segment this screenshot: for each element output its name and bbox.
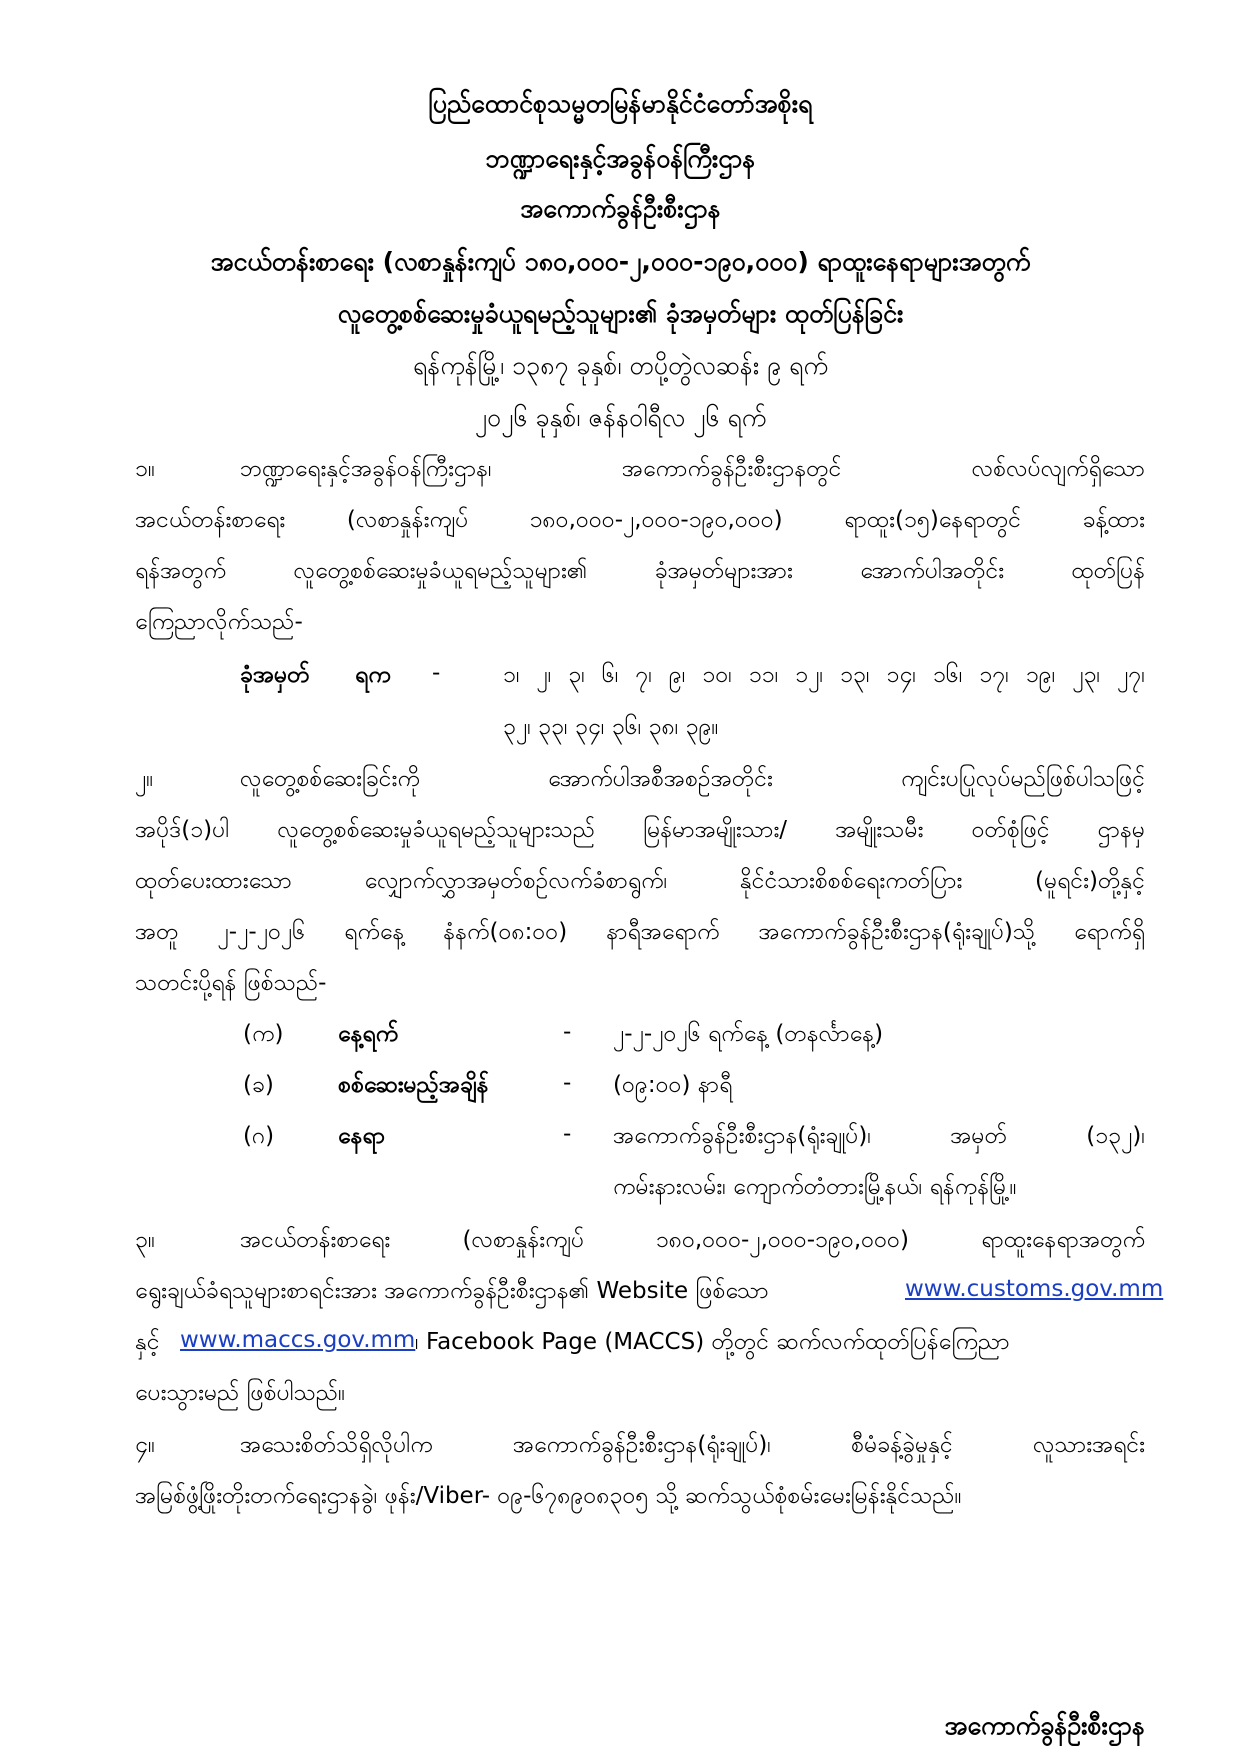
para3-number: ၃။ <box>135 1227 155 1253</box>
announcement-subject-2: လူတွေ့စစ်ဆေးမှုခံယူရမည့်သူများ၏ ခုံအမှတ်များ ထုတ်ပြန်ခြင်း <box>337 299 904 328</box>
seat-label: ခုံအမှတ် <box>240 662 310 688</box>
para4-line1: အသေးစိတ်သိရှိလိုပါက အကောက်ခွန်ဦးစီးဌာန(ရုံးချုပ်)၊ စီမံခန့်ခွဲမှုနှင့် လူသားအရင်း <box>240 1432 1145 1458</box>
para2-line4: အတူ ၂-၂-၂၀၂၆ ရက်နေ့ နံနက်(၀၈:၀၀) နာရီအရောက် အကောက်ခွန်ဦးစီးဌာန(ရုံးချုပ်)သို့ ရောက်ရှိ <box>135 919 1145 945</box>
seat-numbers-line2: ၃၂၊ ၃၃၊ ၃၄၊ ၃၆၊ ၃၈၊ ၃၉။ <box>503 714 719 740</box>
para1-line2: အငယ်တန်းစာရေး (လစာနှုန်းကျပ် ၁၈၀,၀၀၀-၂,၀၀၀-၁၉၀,၀၀၀) ရာထူး(၁၅)နေရာတွင် ခန့်ထား <box>135 507 1145 533</box>
schedule-place-value: အကောက်ခွန်ဦးစီးဌာန(ရုံးချုပ်)၊ အမှတ် (၁၃၂)၊ <box>613 1123 1145 1149</box>
para2-line2: အပိုဒ်(၁)ပါ လူတွေ့စစ်ဆေးမှုခံယူရမည့်သူများသည် မြန်မာအမျိုးသား/ အမျိုးသမီး ဝတ်စုံဖြင့် ဌာနမှ <box>135 817 1145 843</box>
schedule-place-label: နေရာ <box>338 1123 386 1149</box>
date-gregorian: ၂၀၂၆ ခုနှစ်၊ ဇန်နဝါရီလ ၂၆ ရက် <box>474 403 767 432</box>
seat-dash: - <box>432 660 441 686</box>
para1-line1: ဘဏ္ဍာရေးနှင့်အခွန်ဝန်ကြီးဌာန၊ အကောက်ခွန်ဦးစီးဌာနတွင် လစ်လပ်လျက်ရှိသော <box>240 456 1145 482</box>
para2-number: ၂။ <box>135 766 154 792</box>
ministry-title: ဘဏ္ဍာရေးနှင့်အခွန်ဝန်ကြီးဌာန <box>485 144 756 173</box>
para3-line2-text: ရွေးချယ်ခံရသူများစာရင်းအား အကောက်ခွန်ဦးစီးဌာန၏ Website ဖြစ်သော <box>135 1278 769 1304</box>
schedule-dash-b: - <box>563 1070 572 1096</box>
para3-line3-prefix: နှင့် <box>135 1329 160 1355</box>
para2-line1: လူတွေ့စစ်ဆေးခြင်းကို အောက်ပါအစီအစဉ်အတိုင်း ကျင်းပပြုလုပ်မည်ဖြစ်ပါသဖြင့် <box>240 766 1145 792</box>
announcement-subject: အငယ်တန်းစာရေး (လစာနှုန်းကျပ် ၁၈၀,၀၀၀-၂,၀၀၀-၁၉၀,၀၀၀) ရာထူးနေရာများအတွက် <box>210 247 1031 276</box>
para3-line4: ပေးသွားမည် ဖြစ်ပါသည်။ <box>135 1380 346 1406</box>
schedule-date-value: ၂-၂-၂၀၂၆ ရက်နေ့ (တနင်္လာနေ့) <box>613 1021 884 1047</box>
para3-line1: အငယ်တန်းစာရေး (လစာနှုန်းကျပ် ၁၈၀,၀၀၀-၂,၀၀၀-၁၉၀,၀၀၀) ရာထူးနေရာအတွက် <box>240 1227 1145 1253</box>
seat-label-suffix: ရက <box>355 662 391 688</box>
date-myanmar: ရန်ကုန်မြို့၊ ၁၃၈၇ ခုနှစ်၊ တပို့တွဲလဆန်း ၉ ရက် <box>413 351 828 380</box>
schedule-letter-c: (ဂ) <box>243 1123 275 1149</box>
schedule-letter-b: (ခ) <box>243 1072 274 1098</box>
customs-website-link[interactable]: www.customs.gov.mm <box>905 1276 1164 1302</box>
para4-number: ၄။ <box>135 1432 155 1458</box>
schedule-time-label: စစ်ဆေးမည့်အချိန် <box>338 1072 489 1098</box>
government-title: ပြည်ထောင်စုသမ္မတမြန်မာနိုင်ငံတော်အစိုးရ <box>428 89 813 118</box>
schedule-letter-a: (က) <box>243 1021 284 1047</box>
seat-numbers-line1: ၁၊ ၂၊ ၃၊ ၆၊ ၇၊ ၉၊ ၁၀၊ ၁၁၊ ၁၂၊ ၁၃၊ ၁၄၊ ၁၆၊ ၁၇၊ ၁၉၊ ၂၃၊ ၂၇၊ <box>503 662 1145 688</box>
schedule-dash-a: - <box>563 1019 572 1045</box>
schedule-dash-c: - <box>563 1121 572 1147</box>
para2-line5: သတင်းပို့ရန် ဖြစ်သည်- <box>135 970 327 996</box>
schedule-date-label: နေ့ရက် <box>338 1021 399 1047</box>
para1-line4: ကြေညာလိုက်သည်- <box>135 609 303 635</box>
para3-line3-suffix: ၊ Facebook Page (MACCS) တို့တွင် ဆက်လက်ထုတ်ပြန်ကြေညာ <box>415 1329 1010 1355</box>
para1-line3: ရန်အတွက် လူတွေ့စစ်ဆေးမှုခံယူရမည့်သူများ၏ ခုံအမှတ်များအား အောက်ပါအတိုင်း ထုတ်ပြန် <box>135 558 1145 584</box>
para1-number: ၁။ <box>135 456 155 482</box>
para4-line2: အမြစ်ဖွံ့ဖြိုးတိုးတက်ရေးဌာနခွဲ၊ ဖုန်း/Viber- ၀၉-၆၇၈၉၀၈၃၀၅ သို့ ဆက်သွယ်စုံစမ်းမေးမြန်းနိုင်သည်။ <box>135 1483 962 1509</box>
schedule-place-value-2: ကမ်းနားလမ်း၊ ကျောက်တံတားမြို့နယ်၊ ရန်ကုန်မြို့။ <box>613 1174 1017 1200</box>
department-title: အကောက်ခွန်ဦးစီးဌာန <box>520 194 721 223</box>
maccs-website-link[interactable]: www.maccs.gov.mm <box>180 1327 416 1353</box>
signature-department: အကောက်ခွန်ဦးစီးဌာန <box>944 1711 1145 1740</box>
schedule-time-value: (၀၉:၀၀) နာရီ <box>613 1072 733 1098</box>
para2-line3: ထုတ်ပေးထားသော လျှောက်လွှာအမှတ်စဉ်လက်ခံစာရွက်၊ နိုင်ငံသားစိစစ်ရေးကတ်ပြား (မူရင်း)တို့နှင့် <box>135 868 1145 894</box>
